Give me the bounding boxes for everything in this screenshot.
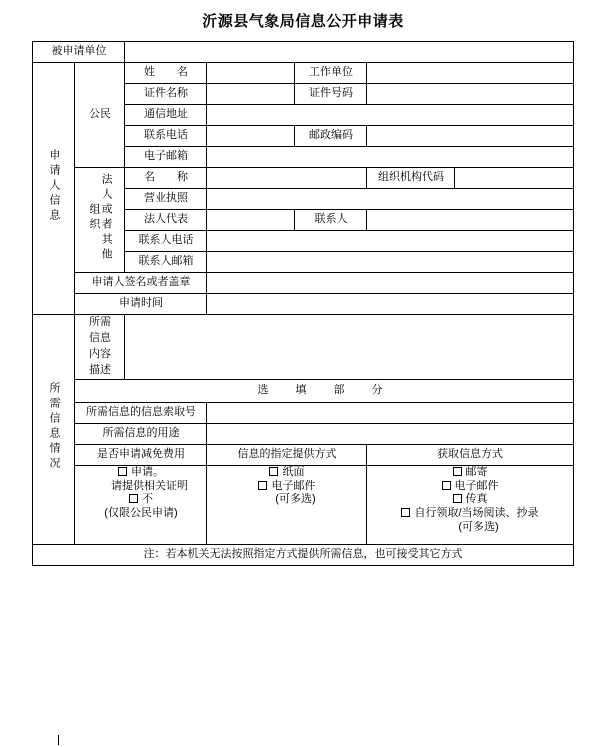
applicant-info-label: 申请人信息 xyxy=(33,63,75,315)
contact-email-value[interactable] xyxy=(207,252,573,273)
citizen-label: 公民 xyxy=(75,63,125,168)
work-unit-label: 工作单位 xyxy=(295,63,367,84)
postcode-value[interactable] xyxy=(367,126,573,147)
provide-option-paper[interactable]: 纸面 xyxy=(207,466,366,480)
id-number-label: 证件号码 xyxy=(295,84,367,105)
checkbox-icon[interactable] xyxy=(118,467,127,476)
name-label: 姓 名 xyxy=(125,63,207,84)
email-value[interactable] xyxy=(207,147,573,168)
index-no-label: 所需信息的信息索取号 xyxy=(75,402,207,423)
applied-unit-value[interactable] xyxy=(125,42,573,63)
work-unit-value[interactable] xyxy=(367,63,573,84)
table-row xyxy=(33,168,573,189)
footer-note: 注：若本机关无法按照指定方式提供所需信息，也可接受其它方式 xyxy=(33,544,573,565)
get-option-email[interactable]: 电子邮件 xyxy=(367,480,572,494)
table-row xyxy=(33,379,573,402)
contact-person-label: 联系人 xyxy=(295,210,367,231)
id-number-value[interactable] xyxy=(367,84,573,105)
information-disclosure-application-form xyxy=(32,41,573,566)
table-row xyxy=(33,273,573,294)
provide-way-label: 信息的指定提供方式 xyxy=(207,444,367,465)
purpose-value[interactable] xyxy=(207,423,573,444)
legal-rep-value[interactable] xyxy=(207,210,295,231)
checkbox-icon[interactable] xyxy=(258,481,267,490)
org-code-label: 组织机构代码 xyxy=(367,168,455,189)
id-type-value[interactable] xyxy=(207,84,295,105)
checkbox-icon[interactable] xyxy=(442,481,451,490)
table-row xyxy=(33,315,573,380)
table-row xyxy=(33,444,573,465)
get-option-multi-note: (可多选) xyxy=(458,520,499,533)
phone-label: 联系电话 xyxy=(125,126,207,147)
table-row xyxy=(33,544,573,565)
license-value[interactable] xyxy=(207,189,573,210)
contact-phone-value[interactable] xyxy=(207,231,573,252)
index-no-value[interactable] xyxy=(207,402,573,423)
page-title: 沂源县气象局信息公开申请表 xyxy=(202,14,404,30)
get-option-post[interactable]: 邮寄 xyxy=(367,466,572,480)
phone-value[interactable] xyxy=(207,126,295,147)
address-value[interactable] xyxy=(207,105,573,126)
get-option-fax[interactable]: 传真 xyxy=(367,493,572,507)
legal-person-label: 法人或者其他组织 xyxy=(75,168,125,273)
contact-phone-label: 联系人电话 xyxy=(125,231,207,252)
fee-option-apply-note: 请提供相关证明 xyxy=(110,479,188,492)
checkbox-icon[interactable] xyxy=(401,508,410,517)
provide-option-multi-note: (可多选) xyxy=(275,493,316,506)
desc-label: 所需信息内容描述 xyxy=(75,315,125,380)
table-row xyxy=(33,423,573,444)
table-row xyxy=(33,465,573,544)
email-label: 电子邮箱 xyxy=(125,147,207,168)
org-code-value[interactable] xyxy=(455,168,573,189)
checkbox-icon[interactable] xyxy=(129,494,138,503)
address-label: 通信地址 xyxy=(125,105,207,126)
table-row xyxy=(33,294,573,315)
checkbox-icon[interactable] xyxy=(269,467,278,476)
signature-value[interactable] xyxy=(207,273,573,294)
fee-reduce-options xyxy=(75,465,207,544)
contact-person-value[interactable] xyxy=(367,210,573,231)
apply-time-label: 申请时间 xyxy=(75,294,207,315)
fee-reduce-label: 是否申请减免费用 xyxy=(75,444,207,465)
purpose-label: 所需信息的用途 xyxy=(75,423,207,444)
page-corner-mark xyxy=(58,735,59,745)
optional-section-heading: 选 填 部 分 xyxy=(75,379,573,402)
fee-option-apply[interactable]: 申请。 xyxy=(75,466,206,480)
get-way-options xyxy=(367,465,573,544)
id-type-label: 证件名称 xyxy=(125,84,207,105)
name-value[interactable] xyxy=(207,63,295,84)
org-name-label: 名 称 xyxy=(125,168,207,189)
applied-unit-label: 被申请单位 xyxy=(33,42,125,63)
contact-email-label: 联系人邮箱 xyxy=(125,252,207,273)
checkbox-icon[interactable] xyxy=(453,494,462,503)
fee-option-no[interactable]: 不 xyxy=(75,493,206,507)
legal-rep-label: 法人代表 xyxy=(125,210,207,231)
table-row xyxy=(33,42,573,63)
signature-label: 申请人签名或者盖章 xyxy=(75,273,207,294)
fee-option-limit-note: (仅限公民申请) xyxy=(104,507,178,519)
get-option-self-pickup[interactable]: 自行领取/当场阅读、抄录 xyxy=(367,507,572,521)
get-way-label: 获取信息方式 xyxy=(367,444,573,465)
postcode-label: 邮政编码 xyxy=(295,126,367,147)
license-label: 营业执照 xyxy=(125,189,207,210)
checkbox-icon[interactable] xyxy=(453,467,462,476)
needed-info-side-label: 所需信息情况 xyxy=(33,315,75,545)
table-row xyxy=(33,402,573,423)
provide-way-options xyxy=(207,465,367,544)
apply-time-value[interactable] xyxy=(207,294,573,315)
org-name-value[interactable] xyxy=(207,168,367,189)
provide-option-email[interactable]: 电子邮件 xyxy=(207,480,366,494)
table-row xyxy=(33,63,573,84)
desc-value[interactable] xyxy=(125,315,573,380)
